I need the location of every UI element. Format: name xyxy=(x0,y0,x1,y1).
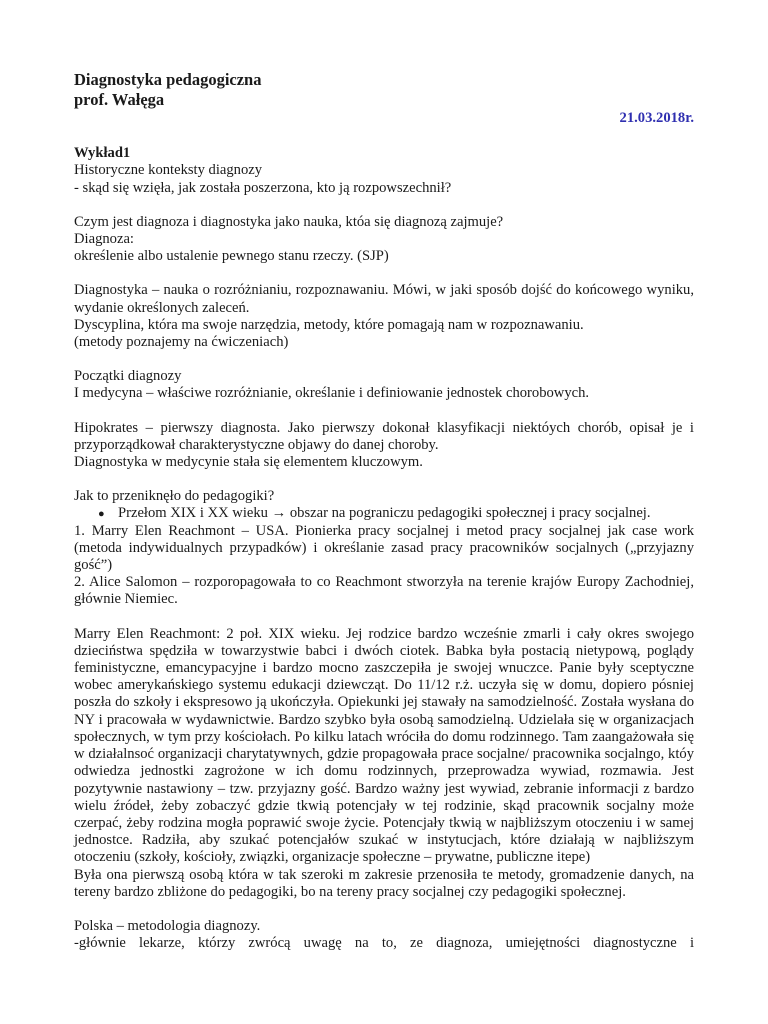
document-date: 21.03.2018r. xyxy=(619,110,694,126)
pedagogika-question: Jak to przeniknęło do pedagogiki? xyxy=(74,488,275,505)
bullet-text: Przełom XIX i XX wieku → obszar na pograniczu pedagogiki społecznej i pracy socjalnej. xyxy=(118,505,651,522)
polska-line: -głównie lekarze, którzy zwrócą uwagę na to, ze diagnoza, umiejętności diagnostyczne i xyxy=(74,935,694,952)
bullet-item xyxy=(74,505,694,522)
polska-heading: Polska – metodologia diagnozy. xyxy=(74,917,261,934)
document-title: Diagnostyka pedagogiczna xyxy=(74,70,262,89)
diagnostyka-discipline: Dyscyplina, która ma swoje narzędzia, metody, które pomagają nam w rozpoznawaniu. xyxy=(74,316,584,333)
numbered-item-2: 2. Alice Salomon – rozporopagowała to co Reachmont stworzyła na terenie krajów Europy Zachodniej, głównie Niemiec. xyxy=(74,574,694,608)
numbered-item-1: 1. Marry Elen Reachmont – USA. Pionierka pracy socjalnej i metod pracy socjalnej jak case work (metoda indywidualnych przypadków) i określanie zasad pracy pracowników socjalnych („przyjazny gość”) xyxy=(74,522,694,574)
reachmont-summary: Była ona pierwszą osobą która w tak szeroki m zakresie przenosiła te metody, gromadzenie danych, na tereny bardzo zbliżone do pedagogiki, bo na tereny pracy socjalnej czy pedagogiki społecznej. xyxy=(74,866,694,900)
poczatki-heading: Początki diagnozy xyxy=(74,368,182,385)
lecture-heading: Wykład1 xyxy=(74,145,131,162)
reachmont-paragraph: Marry Elen Reachmont: 2 poł. XIX wieku. Jej rodzice bardzo wcześnie zmarli i cały okres swojego dzieciństwa spędziła w towarzystwie babci i dwóch ciotek. Babka była postacią nietypową, poglądy feministyczne, emancypacyjne i bardzo mocno zaszczepiła je swojej wnuczce. Panie były sceptyczne wobec amerykańskiego systemu edukacji dziewcząt. Do 11/12 r.ż. uczyła się w domu, dopiero pósniej poszła do szkoły i ekspresowo ją ukończyła. Opiekunki jej stawały na samodzielność. Została wysłana do NY i pracowała w wydawnictwie. Bardzo szybko była osobą samodzielną. Udzielała się w organizacjach społecznych, w tym przy kościołach. Po kilku latach wróciła do domu rodzinnego. Tam zaangażowała się w działalnsoć organizacji charytatywnych, gdzie propagowała prace socjalne/ pracownika socjalngo, któy odwiedza jednostki zagrożone w ich domu rodzinnych, przeprowadza wywiad, rozmawia. Jest pozytywnie nastawiony – tzw. przyjazny gość. Bardzo ważny jest wywiad, zebranie informacji z bardzo wielu źródeł, żeby zobaczyć gdzie tkwią potencjały w tej rodzinie, skąd pracownik socjalny może czerpać, żeby rodzina mogła poprawić swoje życie. Potencjały tkwią w najbliższym otoczeniu i w samej jednostce. Radziła, aby szukać potencjałów szukać w instytucjach, które działają w najbliższym otoczeniu (szkoły, kościoły, związki, organizacje społeczne – prywatne, publiczne itepe) xyxy=(74,625,694,866)
bullet-dot-icon: ● xyxy=(98,508,105,521)
document-body xyxy=(74,70,694,952)
definition-term: Diagnoza: xyxy=(74,231,134,248)
lecture-topic-sub: - skąd się wzięła, jak została poszerzona, kto ją rozpowszechnił? xyxy=(74,179,452,196)
definition-question: Czym jest diagnoza i diagnostyka jako nauka, któa się diagnozą zajmuje? xyxy=(74,213,504,230)
hipokrates-paragraph: Hipokrates – pierwszy diagnosta. Jako pierwszy dokonał klasyfikacji niektóych chorób, opisał je i przyporządkował charakterystyczne objawy do danej choroby. xyxy=(74,419,694,453)
diagnostyka-paragraph: Diagnostyka – nauka o rozróżnianiu, rozpoznawaniu. Mówi, w jaki sposób dojść do końcowego wyniku, wydanie określonych zaleceń. xyxy=(74,282,694,316)
document-author: prof. Wałęga xyxy=(74,90,165,109)
poczatki-line: I medycyna – właściwe rozróżnianie, określanie i definiowanie jednostek chorobowych. xyxy=(74,385,590,402)
hipokrates-line: Diagnostyka w medycynie stała się elementem kluczowym. xyxy=(74,454,423,471)
diagnostyka-note: (metody poznajemy na ćwiczeniach) xyxy=(74,334,289,351)
lecture-topic: Historyczne konteksty diagnozy xyxy=(74,162,263,179)
definition-text: określenie albo ustalenie pewnego stanu rzeczy. (SJP) xyxy=(74,248,389,265)
